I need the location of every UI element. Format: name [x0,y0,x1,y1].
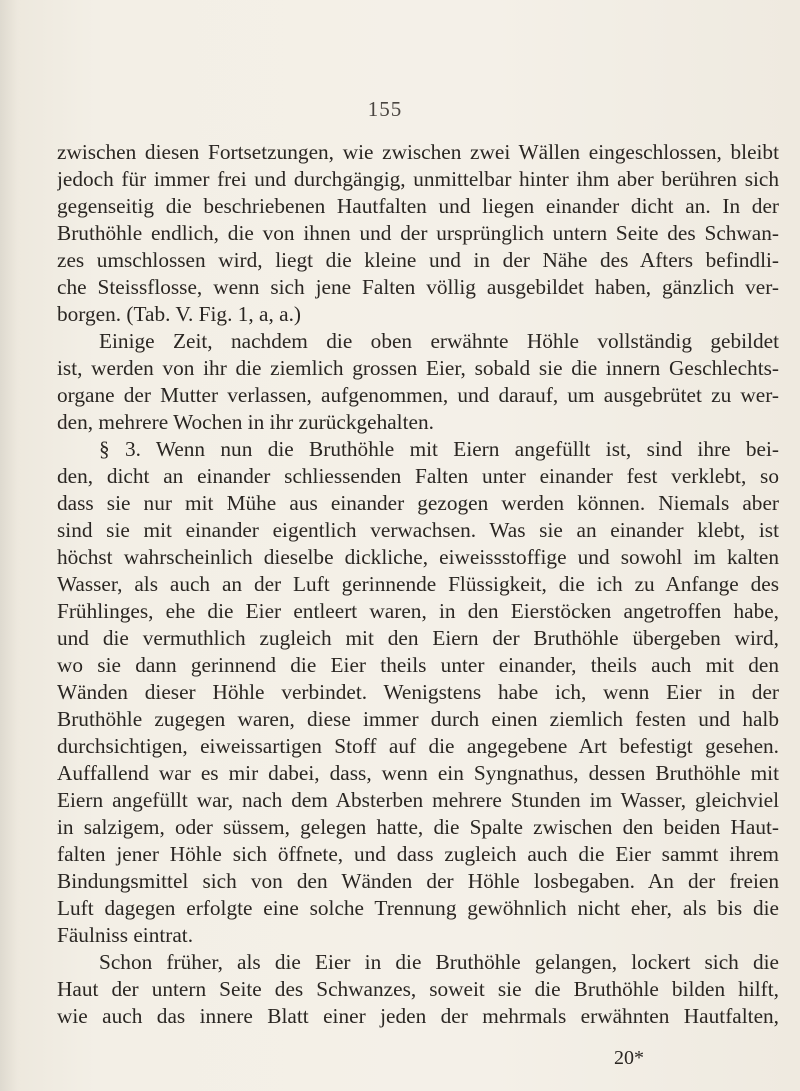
text-line: jedoch für immer frei und durchgängig, unmittelbar hinter ihm aber berühren sich [57,167,779,191]
text-line: § 3. Wenn nun die Bruthöhle mit Eiern angefüllt ist, sind ihre bei- [99,437,779,461]
text-line: Auffallend war es mir dabei, dass, wenn ein Syngnathus, dessen Bruthöhle mit [57,761,779,785]
text-line: Fäulniss eintrat. [57,923,194,947]
text-line: den, mehrere Wochen in ihr zurückgehalten. [57,410,434,434]
body-text [57,139,779,1030]
text-line: höchst wahrscheinlich dieselbe dickliche, eiweissstoffige und sowohl im kalten [57,545,779,569]
text-line: den, dicht an einander schliessenden Falten unter einander fest verklebt, so [57,464,779,488]
text-line: zwischen diesen Fortsetzungen, wie zwischen zwei Wällen eingeschlossen, bleibt [57,140,779,164]
text-line: Schon früher, als die Eier in die Bruthöhle gelangen, lockert sich die [99,950,779,974]
text-line: Einige Zeit, nachdem die oben erwähnte Höhle vollständig gebildet [99,329,779,353]
text-line: wie auch das innere Blatt einer jeden der mehrmals erwähnten Hautfalten, [57,1004,779,1028]
signature-mark: 20* [614,1047,644,1069]
text-line: zes umschlossen wird, liegt die kleine und in der Nähe des Afters befindli- [57,248,779,272]
text-line: sind sie mit einander eigentlich verwachsen. Was sie an einander klebt, ist [57,518,779,542]
text-line: gegenseitig die beschriebenen Hautfalten und liegen einander dicht an. In der [57,194,779,218]
text-line: Wänden dieser Höhle verbindet. Wenigstens habe ich, wenn Eier in der [57,680,779,704]
text-line: falten jener Höhle sich öffnete, und dass zugleich auch die Eier sammt ihrem [57,842,779,866]
text-line: organe der Mutter verlassen, aufgenommen, und darauf, um ausgebrütet zu wer- [57,383,779,407]
text-line: Wasser, als auch an der Luft gerinnende Flüssigkeit, die ich zu Anfange des [57,572,779,596]
text-line: dass sie nur mit Mühe aus einander gezogen werden können. Niemals aber [57,491,779,515]
text-line: Bruthöhle endlich, die von ihnen und der ursprünglich untern Seite des Schwan- [57,221,779,245]
text-line: Bruthöhle zugegen waren, diese immer durch einen ziemlich festen und halb [57,707,779,731]
text-line: borgen. (Tab. V. Fig. 1, a, a.) [57,302,301,326]
text-line: Luft dagegen erfolgte eine solche Trennung gewöhnlich nicht eher, als bis die [57,896,779,920]
text-line: Bindungsmittel sich von den Wänden der Höhle losbegaben. An der freien [57,869,779,893]
text-line: Frühlinges, ehe die Eier entleert waren, in den Eierstöcken angetroffen habe, [57,599,779,623]
page-gutter-shadow [0,0,18,1091]
text-line: in salzigem, oder süssem, gelegen hatte, die Spalte zwischen den beiden Haut- [57,815,779,839]
text-line: und die vermuthlich zugleich mit den Eiern der Bruthöhle übergeben wird, [57,626,779,650]
text-line: Haut der untern Seite des Schwanzes, soweit sie die Bruthöhle bilden hilft, [57,977,779,1001]
page-number: 155 [367,97,403,121]
text-line: ist, werden von ihr die ziemlich grossen Eier, sobald sie die innern Geschlechts- [57,356,779,380]
text-line: Eiern angefüllt war, nach dem Absterben mehrere Stunden im Wasser, gleichviel [57,788,779,812]
text-line: durchsichtigen, eiweissartigen Stoff auf die angegebene Art befestigt gesehen. [57,734,779,758]
text-line: che Steissflosse, wenn sich jene Falten völlig ausgebildet haben, gänzlich ver- [57,275,779,299]
text-line: wo sie dann gerinnend die Eier theils unter einander, theils auch mit den [57,653,779,677]
